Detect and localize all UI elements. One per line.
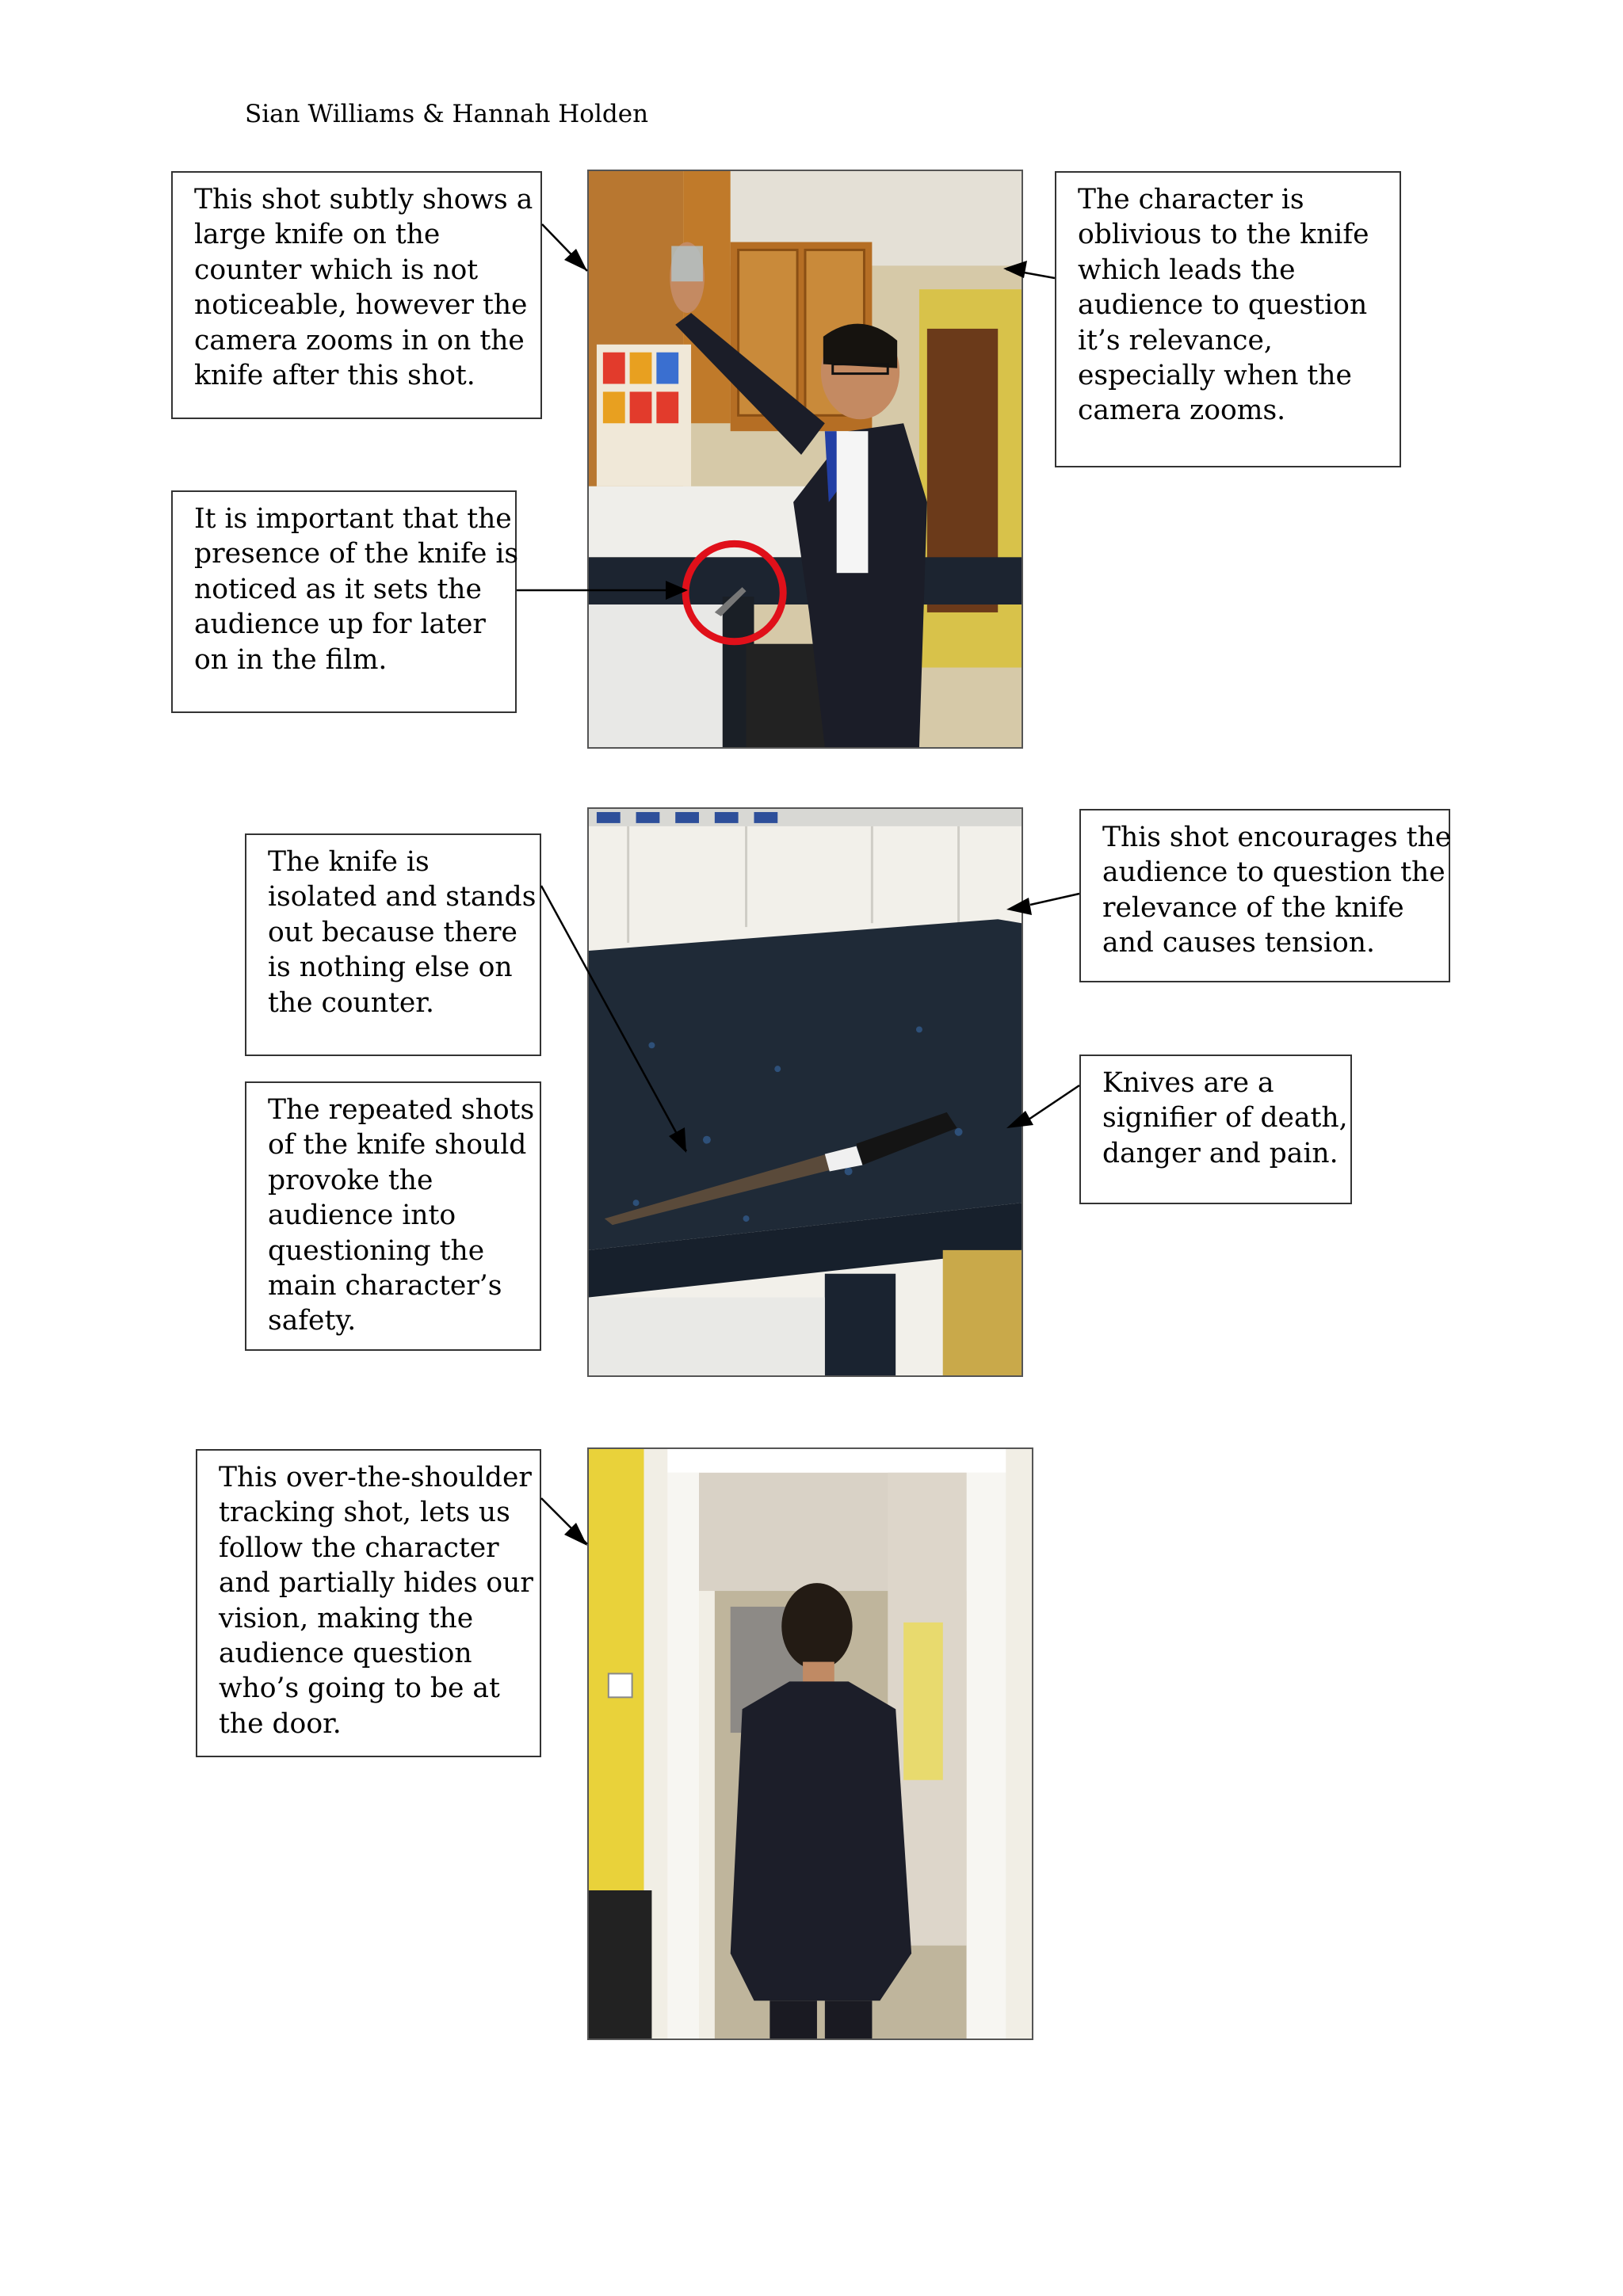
annotation-line: safety. — [268, 1305, 357, 1337]
annotation-line: and partially hides our — [219, 1567, 533, 1600]
annotation-line: knife after this shot. — [194, 360, 475, 392]
annotation-line: and causes tension. — [1102, 927, 1375, 959]
annotation-box-tension — [1079, 809, 1450, 982]
annotation-line: camera zooms in on the — [194, 324, 525, 357]
annotation-line: audience question — [219, 1638, 472, 1670]
annotation-box-knife-on-counter — [171, 171, 542, 419]
annotation-line: It is important that the — [194, 503, 512, 535]
annotation-line: main character’s — [268, 1270, 502, 1302]
annotation-line: tracking shot, lets us — [219, 1497, 510, 1529]
annotation-line: This shot encourages the — [1102, 822, 1452, 853]
annotation-line: danger and pain. — [1102, 1137, 1338, 1169]
annotation-line: especially when the — [1078, 360, 1352, 392]
annotation-line: Knives are a — [1102, 1067, 1274, 1099]
annotation-line: out because there — [268, 916, 517, 948]
arrow-to-wall — [1030, 894, 1079, 905]
annotation-line: The knife is — [268, 846, 430, 878]
annotation-line: noticed as it sets the — [194, 573, 482, 605]
annotation-box-knives-signifier — [1079, 1055, 1352, 1204]
film-still-kitchen-character — [587, 170, 1023, 749]
film-still-knife-closeup — [587, 807, 1023, 1377]
annotation-line: audience into — [268, 1199, 456, 1232]
arrow-to-knife-handle — [1024, 1085, 1079, 1123]
annotation-box-repeated-shots — [245, 1081, 541, 1351]
arrow-to-photo-1-left — [542, 224, 587, 271]
annotation-line: follow the character — [219, 1531, 499, 1564]
arrow-to-photo-3 — [541, 1498, 587, 1544]
annotation-line: audience up for later — [194, 608, 486, 641]
annotation-line: who’s going to be at — [219, 1672, 500, 1705]
arrowhead — [564, 1523, 587, 1546]
film-still-hallway-back — [587, 1447, 1033, 2040]
arrowhead — [564, 249, 587, 271]
annotation-line: which leads the — [1078, 254, 1296, 286]
annotation-line: presence of the knife is — [194, 538, 519, 570]
annotation-line: is nothing else on — [268, 952, 513, 984]
annotation-line: vision, making the — [219, 1602, 474, 1634]
annotation-box-knife-isolated — [245, 833, 541, 1056]
annotation-line: oblivious to the knife — [1078, 219, 1369, 251]
annotation-line: it’s relevance, — [1078, 324, 1273, 357]
annotation-line: large knife on the — [194, 219, 441, 251]
annotation-line: counter which is not — [194, 254, 479, 286]
annotation-box-knife-presence — [171, 490, 517, 713]
annotation-line: audience to question — [1078, 289, 1368, 322]
annotation-line: noticeable, however the — [194, 289, 528, 322]
annotation-line: the counter. — [268, 986, 434, 1019]
annotation-line: This over-the-shoulder — [219, 1462, 532, 1493]
annotation-line: isolated and stands — [268, 881, 537, 913]
annotation-box-character-oblivious — [1055, 171, 1401, 467]
annotation-line: relevance of the knife — [1102, 891, 1404, 924]
annotation-line: camera zooms. — [1078, 395, 1286, 427]
annotation-line: questioning the — [268, 1234, 485, 1267]
annotation-box-over-the-shoulder — [196, 1449, 541, 1757]
annotation-line: The repeated shots — [268, 1094, 535, 1126]
annotation-line: of the knife should — [268, 1129, 527, 1161]
annotation-line: signifier of death, — [1102, 1102, 1348, 1135]
annotation-line: audience to question the — [1102, 856, 1445, 889]
annotation-line: on in the film. — [194, 643, 388, 676]
annotation-line: provoke the — [268, 1164, 433, 1196]
annotation-line: This shot subtly shows a — [194, 184, 533, 215]
annotation-line: The character is — [1078, 184, 1304, 215]
annotation-line: the door. — [219, 1707, 342, 1740]
author-names: Sian Williams & Hannah Holden — [245, 100, 649, 128]
